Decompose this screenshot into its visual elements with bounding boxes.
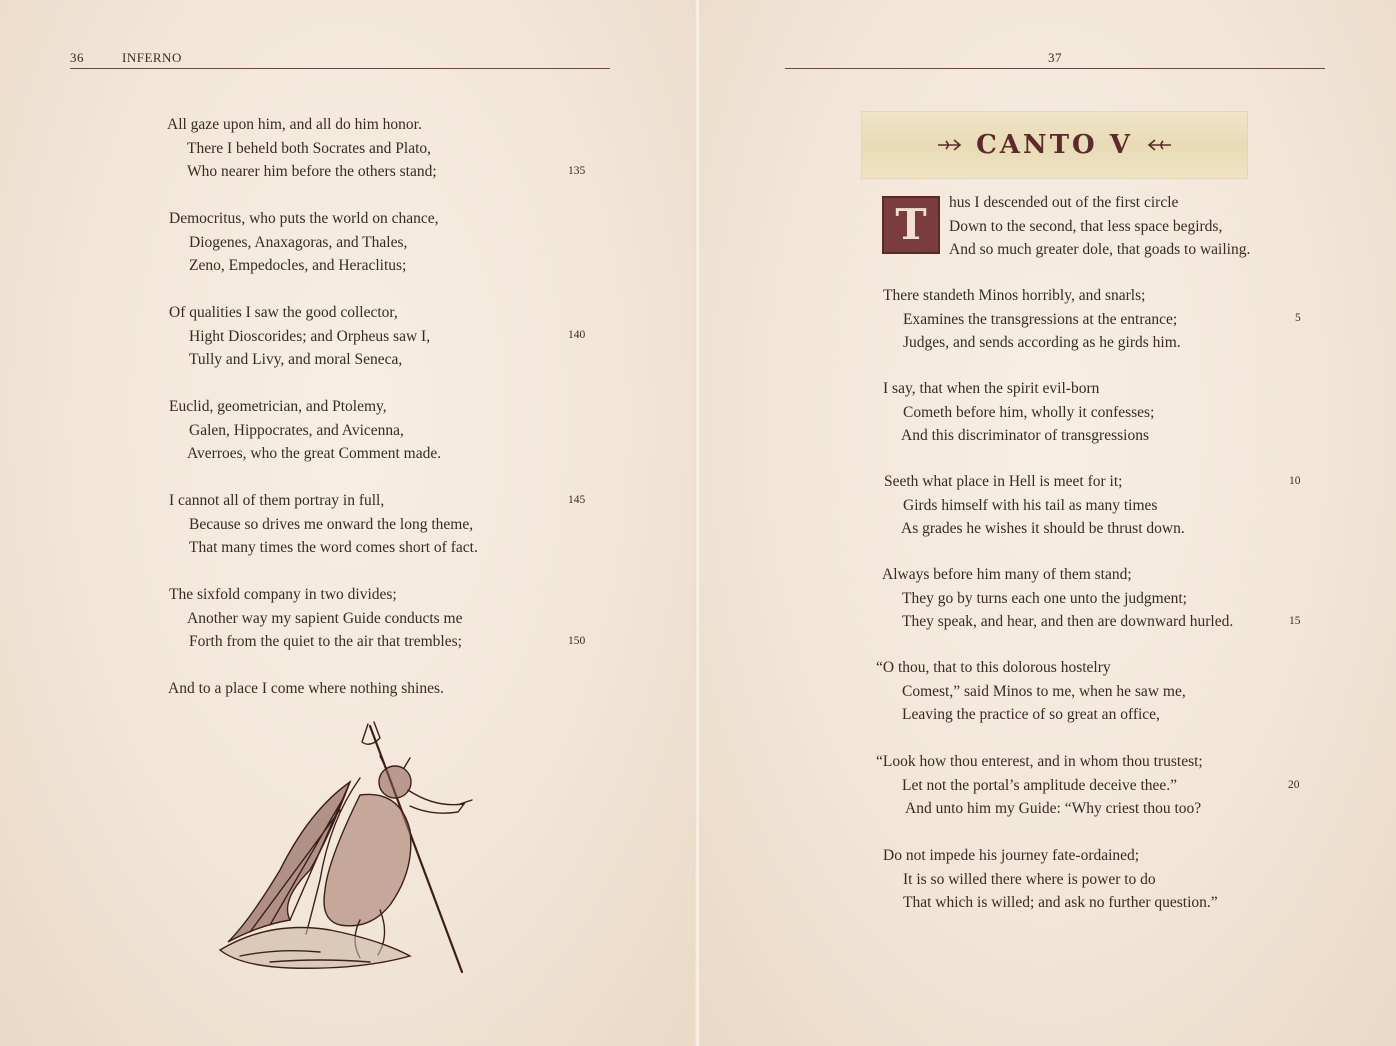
verse-line: Cometh before him, wholly it confesses; [903, 403, 1155, 421]
verse-line: Averroes, who the great Comment made. [187, 445, 442, 462]
verse-line: Do not impede his journey fate-ordained; [883, 847, 1140, 864]
verse-line: Always before him many of them stand; [882, 566, 1132, 583]
verse-line: Diogenes, Anaxagoras, and Thales, [189, 233, 408, 251]
line-number: 135 [568, 165, 586, 177]
demon-illustration [210, 720, 480, 980]
verse-line: And to a place I come where nothing shines. [168, 680, 444, 697]
stanza [168, 677, 444, 701]
stanza [883, 844, 1218, 915]
canto-title: CANTO V [976, 130, 1133, 160]
verse-line: Another way my sapient Guide conducts me [187, 609, 463, 627]
line-number: 140 [568, 329, 586, 341]
stanza [876, 750, 1203, 821]
stanza [883, 377, 1154, 448]
running-head-left [70, 50, 610, 69]
line-number: 20 [1288, 779, 1300, 791]
canto-title-banner [862, 112, 1247, 178]
verse-line: And unto him my Guide: “Why criest thou too? [905, 800, 1202, 817]
verse-line: Zeno, Empedocles, and Heraclitus; [189, 257, 407, 274]
verse-line: There I beheld both Socrates and Plato, [187, 139, 432, 157]
verse-line: Leaving the practice of so great an office, [902, 706, 1160, 723]
stanza [882, 563, 1233, 634]
verse-line: “Look how thou enterest, and in whom thou trustest; [876, 753, 1203, 770]
running-head-right [785, 50, 1325, 69]
verse-line: Down to the second, that less space begirds, [949, 217, 1223, 235]
verse-line: Galen, Hippocrates, and Avicenna, [189, 421, 404, 439]
page-number: 37 [1048, 50, 1062, 65]
verse-line: Comest,” said Minos to me, when he saw me, [902, 682, 1186, 700]
verse-line: Because so drives me onward the long theme, [189, 515, 474, 533]
verse-line: And so much greater dole, that goads to wailing. [949, 241, 1251, 258]
verse-line: Examines the transgressions at the entrance; [903, 310, 1178, 328]
verse-line: Who nearer him before the others stand; [187, 163, 437, 180]
verse-line: Euclid, geometrician, and Ptolemy, [169, 398, 387, 415]
verse-line: They go by turns each one unto the judgment; [902, 589, 1187, 607]
verse-line: Judges, and sends according as he girds him. [903, 334, 1181, 351]
verse-line: As grades he wishes it should be thrust down. [901, 520, 1185, 537]
verse-line: It is so willed there where is power to do [903, 870, 1156, 888]
stanza [167, 113, 437, 184]
stanza [949, 191, 1250, 262]
verse-line: Forth from the quiet to the air that trembles; [189, 633, 462, 650]
stanza [883, 284, 1181, 355]
left-page [0, 0, 697, 1046]
line-number: 145 [568, 494, 586, 506]
verse-line: The sixfold company in two divides; [169, 586, 397, 603]
verse-line: Democritus, who puts the world on chance, [169, 210, 439, 227]
drop-cap [882, 196, 940, 254]
verse-line: I cannot all of them portray in full, [169, 492, 385, 509]
verse-line: And this discriminator of transgressions [901, 427, 1149, 444]
ornament-left-icon [936, 137, 962, 153]
verse-line: That many times the word comes short of fact. [189, 539, 478, 556]
line-number: 5 [1295, 312, 1301, 324]
running-title: INFERNO [122, 50, 182, 65]
verse-line: Girds himself with his tail as many times [903, 496, 1158, 514]
verse-line: There standeth Minos horribly, and snarls; [883, 287, 1146, 304]
stanza [169, 489, 478, 560]
stanza [169, 301, 430, 372]
verse-line: They speak, and hear, and then are downward hurled. [902, 613, 1234, 630]
ornament-right-icon [1147, 137, 1173, 153]
verse-line: “O thou, that to this dolorous hostelry [876, 659, 1111, 676]
stanza [169, 395, 441, 466]
line-number: 15 [1289, 615, 1301, 627]
stanza [884, 470, 1185, 541]
verse-line: Tully and Livy, and moral Seneca, [189, 351, 403, 368]
stanza [876, 656, 1186, 727]
verse-line: Of qualities I saw the good collector, [169, 304, 398, 321]
verse-line: That which is willed; and ask no further question.” [903, 894, 1218, 911]
drop-cap-letter: T [895, 200, 927, 249]
stanza [169, 207, 438, 278]
verse-line: Let not the portal’s amplitude deceive thee.” [902, 776, 1178, 794]
line-number: 150 [568, 635, 586, 647]
verse-line: All gaze upon him, and all do him honor. [167, 116, 422, 133]
stanza [169, 583, 463, 654]
verse-line: I say, that when the spirit evil-born [883, 380, 1100, 397]
page-number: 36 [70, 50, 84, 65]
right-page [699, 0, 1396, 1046]
verse-line: hus I descended out of the first circle [949, 194, 1179, 211]
verse-line: Hight Dioscorides; and Orpheus saw I, [189, 327, 431, 345]
line-number: 10 [1289, 475, 1301, 487]
verse-line: Seeth what place in Hell is meet for it; [884, 473, 1123, 490]
